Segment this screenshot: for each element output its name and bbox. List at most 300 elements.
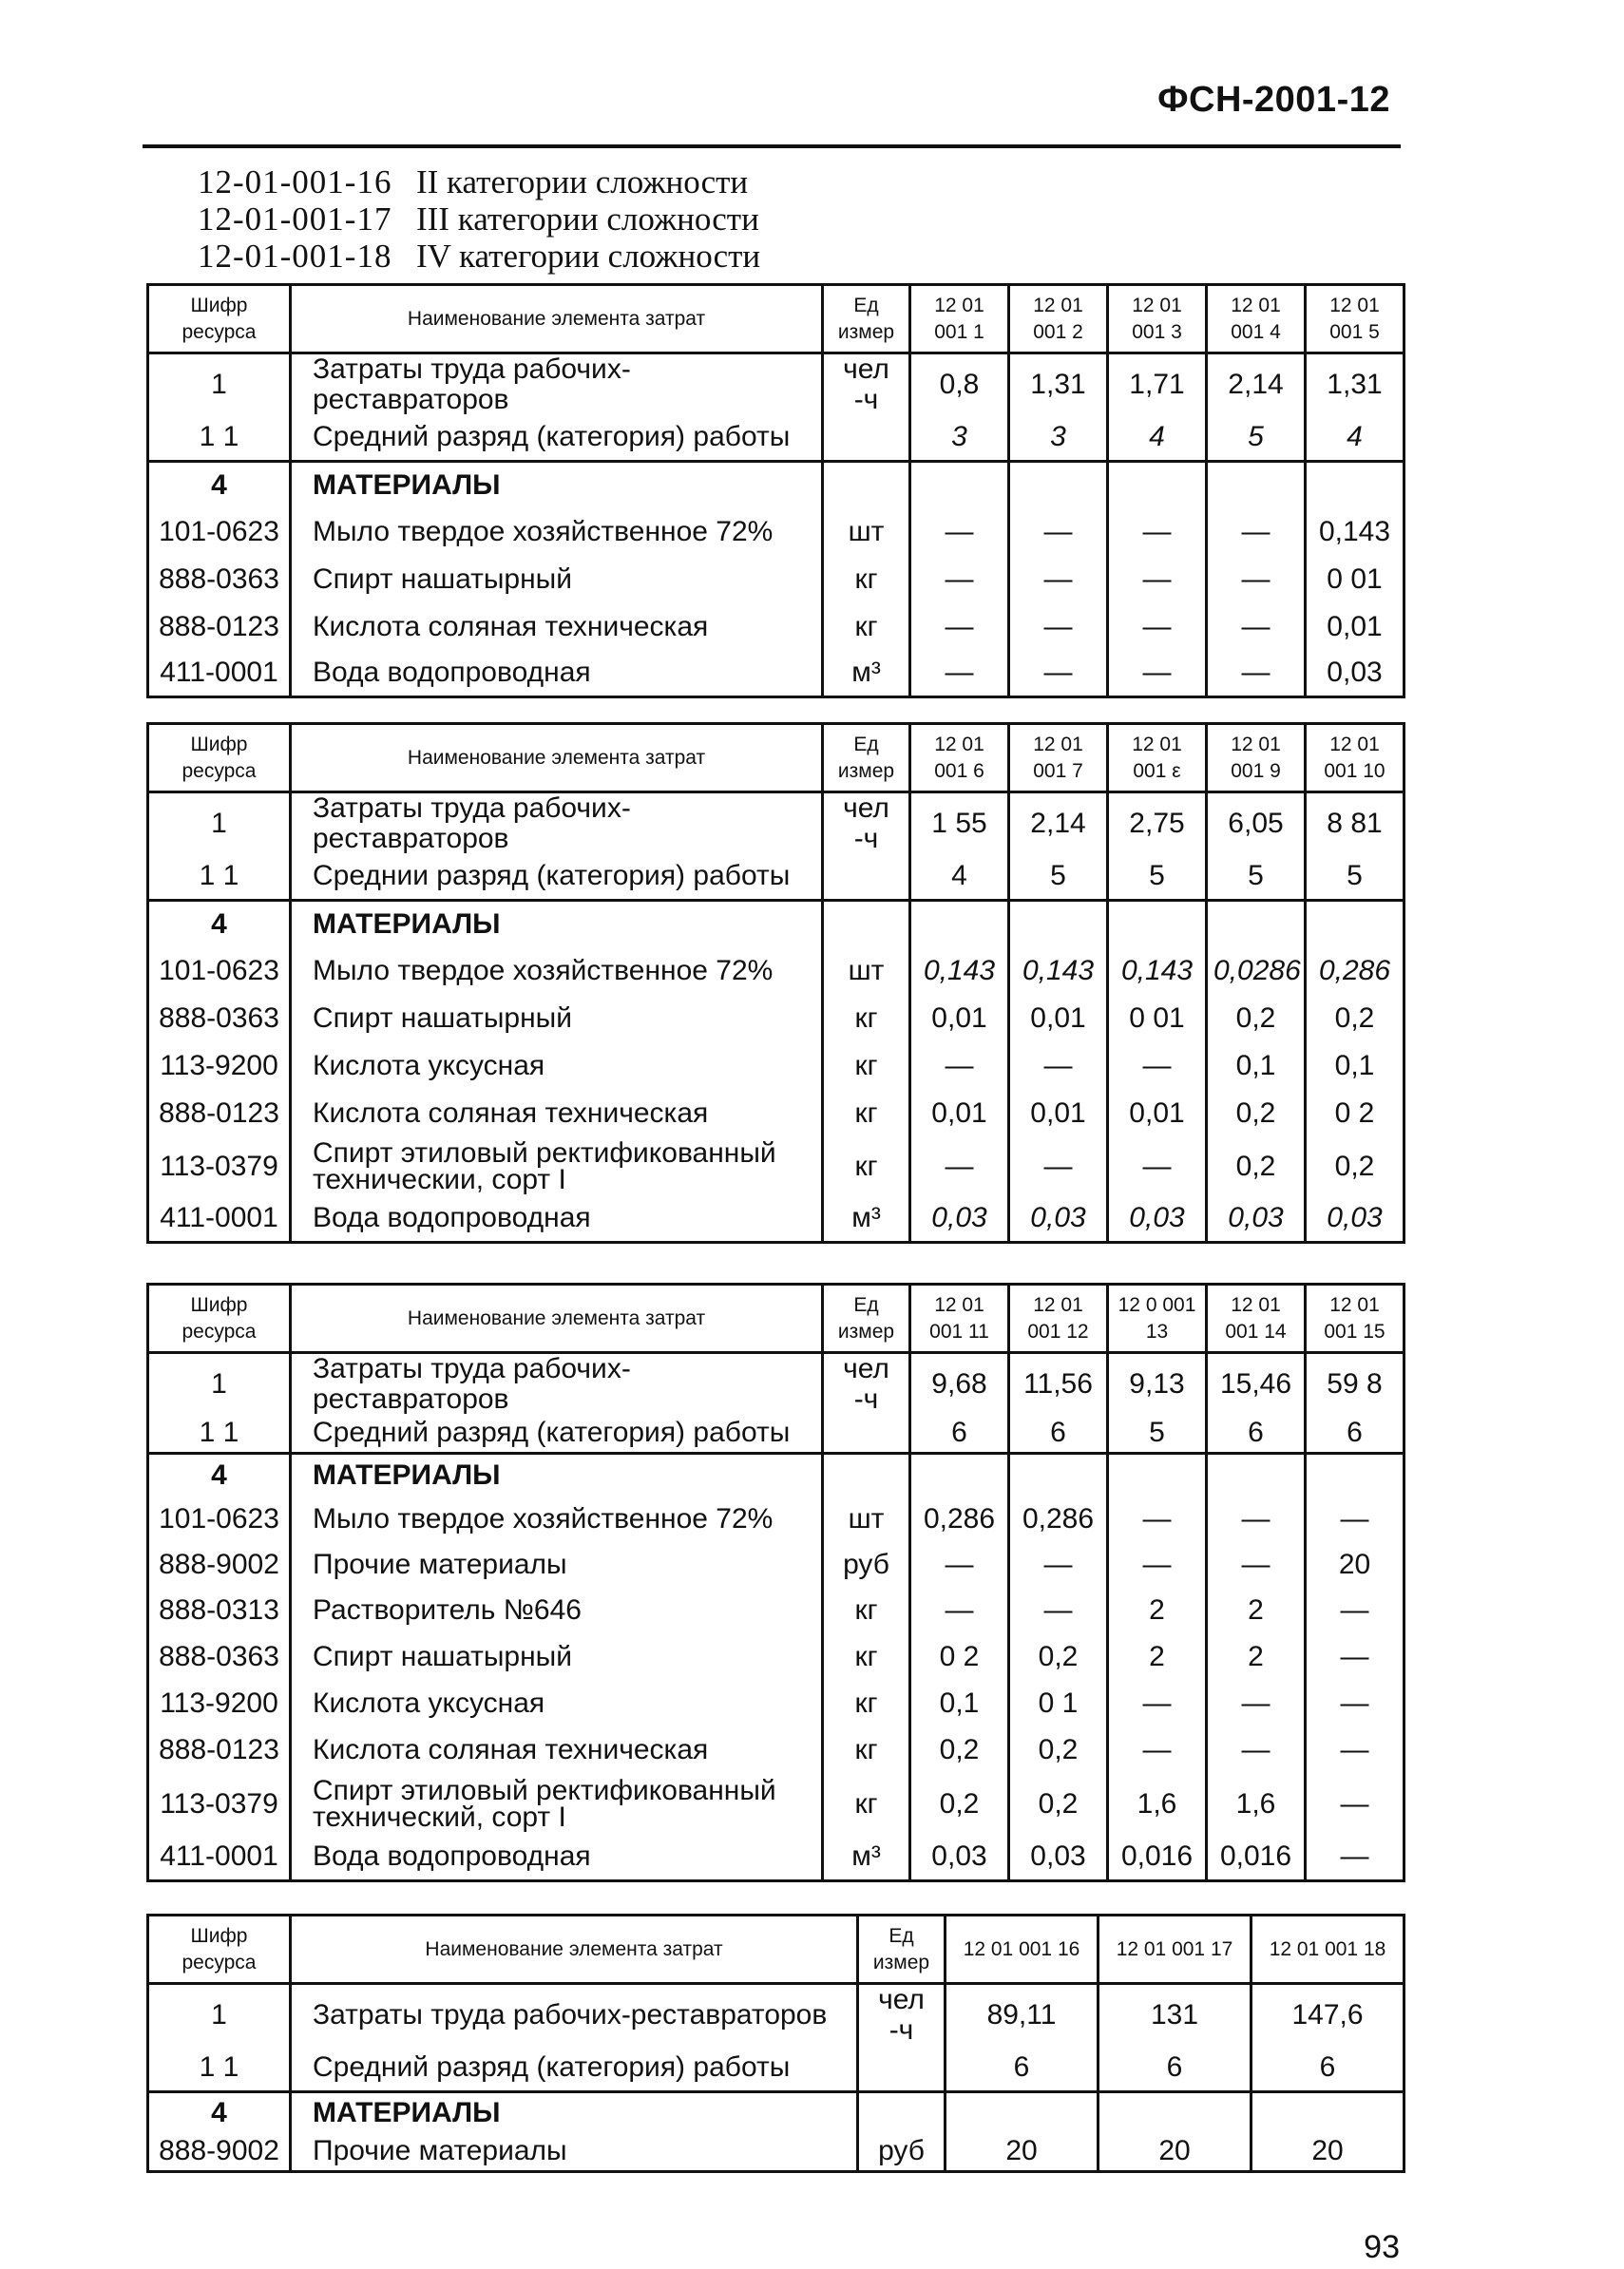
norm-value-cell: 0,2 <box>1009 1774 1108 1835</box>
norm-value-cell: 0,03 <box>910 1196 1009 1242</box>
norm-value-cell: 1,71 <box>1108 353 1207 416</box>
table-row <box>148 1497 1404 1542</box>
header-unit: Ед измер <box>823 285 910 353</box>
header-resource-code: Шифр ресурса <box>148 724 291 792</box>
norm-value-cell: — <box>1207 603 1306 651</box>
norm-value-cell <box>1009 461 1108 508</box>
norm-value-cell: — <box>1207 1726 1306 1774</box>
norm-value-cell: — <box>910 508 1009 556</box>
subtitle-text: III категории сложности <box>416 200 759 238</box>
header-norm-code: 12 01 001 6 <box>910 724 1009 792</box>
unit-cell: кг <box>823 1042 910 1090</box>
resource-code-cell: 4 <box>148 461 291 508</box>
cost-element-name-cell: Средний разряд (категория) работы <box>291 2046 858 2091</box>
resource-code-cell: 4 <box>148 900 291 947</box>
resource-code-cell: 101-0623 <box>148 508 291 556</box>
cost-element-name-cell: Средний разряд (категория) работы <box>291 1415 823 1453</box>
norm-value-cell: — <box>1108 603 1207 651</box>
page-number: 93 <box>1364 2229 1400 2265</box>
unit-cell <box>823 1415 910 1453</box>
norm-value-cell: 0,01 <box>1009 995 1108 1042</box>
norm-value-cell: — <box>910 556 1009 603</box>
norm-value-cell: 0,2 <box>1306 1137 1404 1196</box>
norm-value-cell: — <box>1207 1497 1306 1542</box>
norm-value-cell: 0,286 <box>1009 1497 1108 1542</box>
norm-value-cell: 0,01 <box>910 995 1009 1042</box>
resource-code-cell: 4 <box>148 1453 291 1497</box>
norm-value-cell: 0,143 <box>910 947 1009 995</box>
norm-value-cell: — <box>1108 508 1207 556</box>
norm-value-cell: 11,56 <box>1009 1353 1108 1416</box>
norm-value-cell: — <box>1207 1681 1306 1726</box>
norm-value-cell: — <box>910 1588 1009 1633</box>
table-row <box>148 556 1404 603</box>
norm-value-cell: — <box>910 1137 1009 1196</box>
cost-element-name-cell: Затраты труда рабочих-реставраторов <box>291 792 823 855</box>
norm-value-cell <box>1108 1453 1207 1497</box>
norm-value-cell: — <box>1009 1588 1108 1633</box>
norm-value-cell: 0,03 <box>1009 1196 1108 1242</box>
norm-value-cell: 0 1 <box>1009 1681 1108 1726</box>
header-norm-code: 12 01 001 15 <box>1306 1285 1404 1353</box>
unit-cell <box>823 461 910 508</box>
header-norm-code: 12 01 001 10 <box>1306 724 1404 792</box>
norm-value-cell: 0,2 <box>1306 995 1404 1042</box>
cost-element-name-cell: Среднии разряд (категория) работы <box>291 854 823 900</box>
norm-value-cell: 0,143 <box>1306 508 1404 556</box>
cost-element-name-cell: Мыло твердое хозяйственное 72% <box>291 947 823 995</box>
table-row <box>148 947 1404 995</box>
norm-value-cell: 2,14 <box>1207 353 1306 416</box>
table-row <box>148 415 1404 461</box>
subtitle-line <box>198 238 760 275</box>
table-row <box>148 1042 1404 1090</box>
norm-value-cell: 1,31 <box>1306 353 1404 416</box>
cost-element-name-cell: Средний разряд (категория) работы <box>291 415 823 461</box>
norm-value-cell: 1,31 <box>1009 353 1108 416</box>
table-row <box>148 1726 1404 1774</box>
table-row <box>148 1774 1404 1835</box>
table-header-row <box>148 1916 1404 1984</box>
norm-value-cell <box>1207 461 1306 508</box>
norm-table-1 <box>146 283 1405 698</box>
norm-value-cell <box>910 900 1009 947</box>
norm-value-cell: 0,1 <box>910 1681 1009 1726</box>
norm-value-cell: — <box>910 1542 1009 1588</box>
norm-value-cell: — <box>1009 1137 1108 1196</box>
norm-value-cell: — <box>1108 556 1207 603</box>
norm-value-cell: 2,75 <box>1108 792 1207 855</box>
norm-value-cell <box>1306 1453 1404 1497</box>
cost-element-name-cell: Затраты труда рабочих-реставраторов <box>291 1984 858 2047</box>
norm-value-cell: 0,2 <box>910 1774 1009 1835</box>
norm-value-cell: 0,01 <box>1009 1090 1108 1137</box>
section-title-cell: МАТЕРИАЛЫ <box>291 1453 823 1497</box>
table-header-row <box>148 285 1404 353</box>
norm-value-cell: 1,6 <box>1108 1774 1207 1835</box>
cost-element-name-cell: Спирт этиловый ректификованный технический, сорт I <box>291 1774 823 1835</box>
resource-code-cell: 101-0623 <box>148 1497 291 1542</box>
table-row <box>148 792 1404 855</box>
table-row <box>148 651 1404 696</box>
header-norm-code: 12 01 001 14 <box>1207 1285 1306 1353</box>
norm-value-cell: 2 <box>1108 1633 1207 1681</box>
header-norm-code: 12 01 001 18 <box>1251 1916 1404 1984</box>
header-norm-code: 12 01 001 3 <box>1108 285 1207 353</box>
norm-value-cell: 0,01 <box>1306 603 1404 651</box>
cost-element-name-cell: Кислота соляная техническая <box>291 1726 823 1774</box>
table-row <box>148 1353 1404 1416</box>
norm-value-cell: — <box>1108 1497 1207 1542</box>
unit-cell: кг <box>823 603 910 651</box>
norm-value-cell: 0,016 <box>1108 1835 1207 1880</box>
norm-value-cell <box>1251 2091 1404 2133</box>
subtitle-line <box>198 163 760 200</box>
header-norm-code: 12 01 001 4 <box>1207 285 1306 353</box>
norm-value-cell: — <box>910 603 1009 651</box>
norm-value-cell: 0,03 <box>1207 1196 1306 1242</box>
norm-value-cell: 1,6 <box>1207 1774 1306 1835</box>
norm-value-cell <box>1009 1453 1108 1497</box>
cost-element-name-cell: Вода водопроводная <box>291 651 823 696</box>
unit-cell: руб <box>823 1542 910 1588</box>
norm-value-cell: — <box>1108 1137 1207 1196</box>
norm-value-cell: 0,03 <box>1108 1196 1207 1242</box>
norm-value-cell: 0,2 <box>1207 1090 1306 1137</box>
table-row <box>148 1984 1404 2047</box>
unit-cell: чел -ч <box>858 1984 946 2047</box>
norm-value-cell <box>910 461 1009 508</box>
norm-value-cell: — <box>1306 1835 1404 1880</box>
subtitle-line <box>198 200 760 238</box>
cost-element-name-cell: Спирт нашатырный <box>291 556 823 603</box>
unit-cell: шт <box>823 1497 910 1542</box>
resource-code-cell: 4 <box>148 2091 291 2133</box>
resource-code-cell: 1 1 <box>148 1415 291 1453</box>
norm-value-cell: 0,01 <box>910 1090 1009 1137</box>
unit-cell: кг <box>823 1774 910 1835</box>
table-row <box>148 508 1404 556</box>
cost-element-name-cell: Мыло твердое хозяйственное 72% <box>291 1497 823 1542</box>
header-cost-element: Наименование элемента затрат <box>291 285 823 353</box>
subtitle-code: 12-01-001-17 <box>198 200 392 238</box>
subtitle-code: 12-01-001-16 <box>198 163 392 200</box>
norm-value-cell: 6 <box>1207 1415 1306 1453</box>
norm-value-cell: — <box>1009 508 1108 556</box>
norm-value-cell: — <box>1306 1681 1404 1726</box>
unit-cell: кг <box>823 1137 910 1196</box>
norm-value-cell: — <box>1108 1042 1207 1090</box>
unit-cell <box>858 2046 946 2091</box>
norm-value-cell: 0,2 <box>1009 1726 1108 1774</box>
norm-value-cell: — <box>1108 1681 1207 1726</box>
cost-element-name-cell: Вода водопроводная <box>291 1835 823 1880</box>
cost-element-name-cell: Вода водопроводная <box>291 1196 823 1242</box>
norm-value-cell: 20 <box>1099 2133 1251 2171</box>
unit-cell: кг <box>823 1090 910 1137</box>
resource-code-cell: 411-0001 <box>148 1835 291 1880</box>
unit-cell <box>823 900 910 947</box>
norm-value-cell: 6 <box>1009 1415 1108 1453</box>
subtitle-text: IV категории сложности <box>416 238 761 275</box>
norm-value-cell: 6,05 <box>1207 792 1306 855</box>
table-row <box>148 1137 1404 1196</box>
cost-element-name-cell: Кислота соляная техническая <box>291 603 823 651</box>
cost-element-name-cell: Кислота уксусная <box>291 1042 823 1090</box>
norm-value-cell: 131 <box>1099 1984 1251 2047</box>
norm-value-cell: — <box>1009 556 1108 603</box>
resource-code-cell: 888-9002 <box>148 2133 291 2171</box>
table-row <box>148 1542 1404 1588</box>
norm-value-cell: 2 <box>1207 1588 1306 1633</box>
cost-element-name-cell: Спирт этиловый ректификованный техническии, сорт I <box>291 1137 823 1196</box>
unit-cell: шт <box>823 947 910 995</box>
norm-table-2 <box>146 722 1405 1244</box>
unit-cell <box>823 1453 910 1497</box>
norm-value-cell: 0,8 <box>910 353 1009 416</box>
norm-value-cell: 0 2 <box>1306 1090 1404 1137</box>
header-norm-code: 12 01 001 5 <box>1306 285 1404 353</box>
unit-cell: кг <box>823 995 910 1042</box>
norm-value-cell: — <box>1306 1726 1404 1774</box>
norm-value-cell: 0,2 <box>1207 995 1306 1042</box>
table-row <box>148 2133 1404 2171</box>
resource-code-cell: 1 1 <box>148 854 291 900</box>
norm-value-cell: 5 <box>1108 854 1207 900</box>
table-row <box>148 1681 1404 1726</box>
table-row <box>148 1415 1404 1453</box>
unit-cell <box>823 854 910 900</box>
norm-value-cell: — <box>1207 651 1306 696</box>
section-subtitle <box>198 163 760 275</box>
norm-value-cell: 147,6 <box>1251 1984 1404 2047</box>
norm-value-cell <box>1009 900 1108 947</box>
norm-value-cell: 0,286 <box>910 1497 1009 1542</box>
norm-value-cell: 0 01 <box>1306 556 1404 603</box>
norm-value-cell: — <box>1009 603 1108 651</box>
unit-cell <box>823 415 910 461</box>
norm-value-cell: — <box>1108 651 1207 696</box>
norm-value-cell: 6 <box>1251 2046 1404 2091</box>
norm-value-cell: 1 55 <box>910 792 1009 855</box>
norm-value-cell: 0,03 <box>1009 1835 1108 1880</box>
unit-cell: кг <box>823 1726 910 1774</box>
cost-element-name-cell: Спирт нашатырный <box>291 1633 823 1681</box>
table-row <box>148 2046 1404 2091</box>
norm-value-cell <box>910 1453 1009 1497</box>
unit-cell: руб <box>858 2133 946 2171</box>
cost-element-name-cell: Затраты труда рабочих-реставраторов <box>291 353 823 416</box>
norm-value-cell: 20 <box>1306 1542 1404 1588</box>
norm-value-cell: 0,016 <box>1207 1835 1306 1880</box>
table-header-row <box>148 724 1404 792</box>
resource-code-cell: 888-0313 <box>148 1588 291 1633</box>
resource-code-cell: 888-0123 <box>148 1726 291 1774</box>
resource-code-cell: 101-0623 <box>148 947 291 995</box>
norm-value-cell: — <box>1306 1633 1404 1681</box>
section-title-cell: МАТЕРИАЛЫ <box>291 900 823 947</box>
unit-cell: м³ <box>823 1835 910 1880</box>
cost-element-name-cell: Затраты труда рабочих-реставраторов <box>291 1353 823 1416</box>
norm-value-cell: 2,14 <box>1009 792 1108 855</box>
resource-code-cell: 1 1 <box>148 415 291 461</box>
resource-code-cell: 1 1 <box>148 2046 291 2091</box>
norm-value-cell <box>1108 900 1207 947</box>
cost-element-name-cell: Кислота соляная техническая <box>291 1090 823 1137</box>
resource-code-cell: 411-0001 <box>148 1196 291 1242</box>
norm-value-cell: 0,01 <box>1108 1090 1207 1137</box>
norm-value-cell: 8 81 <box>1306 792 1404 855</box>
norm-value-cell: — <box>1108 1542 1207 1588</box>
norm-table-4 <box>146 1914 1405 2173</box>
norm-value-cell: 0,2 <box>1207 1137 1306 1196</box>
subtitle-text: II категории сложности <box>416 163 749 200</box>
norm-value-cell: 0,03 <box>1306 651 1404 696</box>
header-norm-code: 12 01 001 ε <box>1108 724 1207 792</box>
table-row <box>148 995 1404 1042</box>
norm-value-cell: 2 <box>1207 1633 1306 1681</box>
document-code: ФСН-2001-12 <box>1157 80 1390 120</box>
norm-value-cell <box>1207 900 1306 947</box>
norm-value-cell <box>1099 2091 1251 2133</box>
section-title-cell: МАТЕРИАЛЫ <box>291 461 823 508</box>
header-cost-element: Наименование элемента затрат <box>291 724 823 792</box>
norm-value-cell: 0,143 <box>1108 947 1207 995</box>
norm-value-cell: — <box>1009 1542 1108 1588</box>
norm-value-cell: 5 <box>1207 415 1306 461</box>
norm-value-cell: — <box>1306 1774 1404 1835</box>
header-unit: Ед измер <box>858 1916 946 1984</box>
unit-cell: чел -ч <box>823 353 910 416</box>
resource-code-cell: 888-0363 <box>148 995 291 1042</box>
norm-value-cell: 0,1 <box>1306 1042 1404 1090</box>
norm-value-cell: 5 <box>1207 854 1306 900</box>
norm-value-cell <box>1207 1453 1306 1497</box>
header-norm-code: 12 01 001 17 <box>1099 1916 1251 1984</box>
norm-value-cell: 6 <box>910 1415 1009 1453</box>
cost-element-name-cell: Кислота уксусная <box>291 1681 823 1726</box>
norm-value-cell: 0,1 <box>1207 1042 1306 1090</box>
table-row <box>148 461 1404 508</box>
cost-element-name-cell: Мыло твердое хозяйственное 72% <box>291 508 823 556</box>
norm-value-cell: 6 <box>946 2046 1099 2091</box>
unit-cell: чел -ч <box>823 792 910 855</box>
table-row <box>148 1196 1404 1242</box>
resource-code-cell: 888-0363 <box>148 1633 291 1681</box>
table-row <box>148 603 1404 651</box>
norm-value-cell: — <box>1207 556 1306 603</box>
header-norm-code: 12 01 001 9 <box>1207 724 1306 792</box>
norm-value-cell: 20 <box>1251 2133 1404 2171</box>
table-row <box>148 900 1404 947</box>
header-norm-code: 12 01 001 12 <box>1009 1285 1108 1353</box>
unit-cell: кг <box>823 1588 910 1633</box>
norm-value-cell: — <box>1207 1542 1306 1588</box>
resource-code-cell: 888-0363 <box>148 556 291 603</box>
norm-value-cell: — <box>1108 1726 1207 1774</box>
norm-value-cell: 59 8 <box>1306 1353 1404 1416</box>
unit-cell: м³ <box>823 1196 910 1242</box>
norm-value-cell: 3 <box>1009 415 1108 461</box>
norm-value-cell: 0,143 <box>1009 947 1108 995</box>
header-norm-code: 12 01 001 2 <box>1009 285 1108 353</box>
norm-value-cell: 0,2 <box>910 1726 1009 1774</box>
resource-code-cell: 1 <box>148 792 291 855</box>
norm-value-cell: 0 01 <box>1108 995 1207 1042</box>
norm-value-cell: 89,11 <box>946 1984 1099 2047</box>
table-row <box>148 1453 1404 1497</box>
header-norm-code: 12 01 001 1 <box>910 285 1009 353</box>
cost-element-name-cell: Растворитель №646 <box>291 1588 823 1633</box>
norm-value-cell: 2 <box>1108 1588 1207 1633</box>
header-resource-code: Шифр ресурса <box>148 1285 291 1353</box>
unit-cell: шт <box>823 508 910 556</box>
table-row <box>148 1633 1404 1681</box>
resource-code-cell: 113-0379 <box>148 1137 291 1196</box>
unit-cell: чел -ч <box>823 1353 910 1416</box>
cost-element-name-cell: Спирт нашатырный <box>291 995 823 1042</box>
unit-cell: кг <box>823 1681 910 1726</box>
norm-value-cell <box>1306 461 1404 508</box>
table-row <box>148 353 1404 416</box>
table-row <box>148 1835 1404 1880</box>
norm-value-cell: 0,0286 <box>1207 947 1306 995</box>
cost-element-name-cell: Прочие материалы <box>291 2133 858 2171</box>
resource-code-cell: 411-0001 <box>148 651 291 696</box>
norm-value-cell: 4 <box>910 854 1009 900</box>
norm-value-cell: 9,68 <box>910 1353 1009 1416</box>
section-title-cell: МАТЕРИАЛЫ <box>291 2091 858 2133</box>
norm-value-cell: — <box>1306 1588 1404 1633</box>
table-row <box>148 1090 1404 1137</box>
norm-value-cell <box>1108 461 1207 508</box>
norm-value-cell: 0,03 <box>1306 1196 1404 1242</box>
header-resource-code: Шифр ресурса <box>148 1916 291 1984</box>
norm-value-cell: — <box>1009 1042 1108 1090</box>
unit-cell: м³ <box>823 651 910 696</box>
resource-code-cell: 113-9200 <box>148 1681 291 1726</box>
norm-value-cell: 3 <box>910 415 1009 461</box>
header-resource-code: Шифр ресурса <box>148 285 291 353</box>
table-row <box>148 854 1404 900</box>
norm-value-cell: 0,286 <box>1306 947 1404 995</box>
header-cost-element: Наименование элемента затрат <box>291 1285 823 1353</box>
header-rule <box>143 144 1401 148</box>
norm-value-cell: — <box>910 1042 1009 1090</box>
norm-value-cell <box>946 2091 1099 2133</box>
norm-value-cell: 6 <box>1306 1415 1404 1453</box>
norm-value-cell: 20 <box>946 2133 1099 2171</box>
norm-value-cell: — <box>910 651 1009 696</box>
table-header-row <box>148 1285 1404 1353</box>
header-cost-element: Наименование элемента затрат <box>291 1916 858 1984</box>
norm-value-cell: — <box>1009 651 1108 696</box>
norm-value-cell: 5 <box>1009 854 1108 900</box>
resource-code-cell: 888-9002 <box>148 1542 291 1588</box>
norm-value-cell: 5 <box>1306 854 1404 900</box>
norm-value-cell: 4 <box>1306 415 1404 461</box>
resource-code-cell: 1 <box>148 1984 291 2047</box>
resource-code-cell: 888-0123 <box>148 603 291 651</box>
header-unit: Ед измер <box>823 724 910 792</box>
header-norm-code: 12 0 001 13 <box>1108 1285 1207 1353</box>
norm-value-cell: 9,13 <box>1108 1353 1207 1416</box>
norm-value-cell: 6 <box>1099 2046 1251 2091</box>
norm-value-cell: 15,46 <box>1207 1353 1306 1416</box>
norm-value-cell: 4 <box>1108 415 1207 461</box>
unit-cell: кг <box>823 556 910 603</box>
norm-value-cell: — <box>1207 508 1306 556</box>
